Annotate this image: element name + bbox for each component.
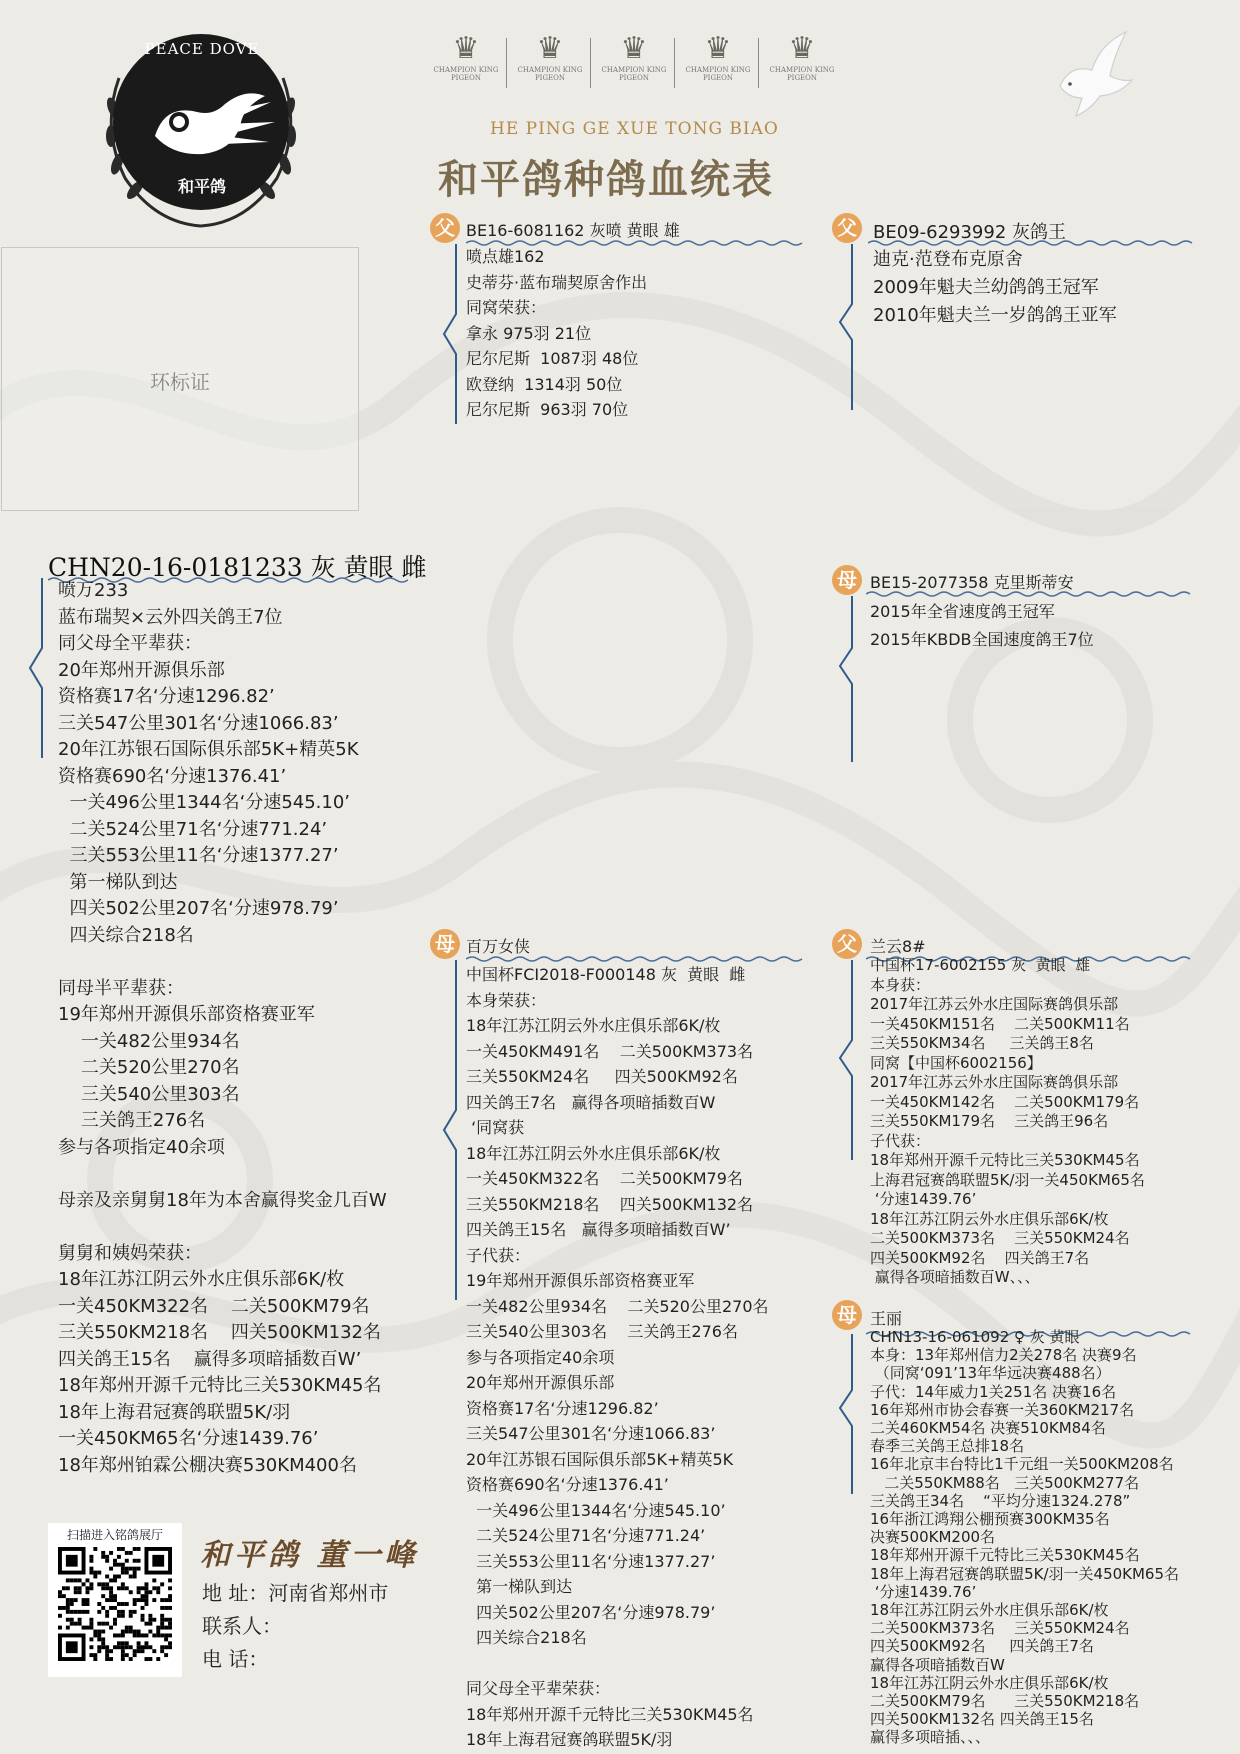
detail-line: 四关502公里207名‘分速978.79’ [58, 898, 339, 919]
phone-row [202, 1643, 388, 1676]
detail-line: 四关500KM92名 四关鸽王7名 [870, 1248, 1090, 1267]
detail-line: 20年郑州开源俱乐部 [466, 1373, 615, 1392]
detail-line: 子代：14年威力1关251名 决赛16名 [870, 1382, 1117, 1401]
wave-underline [866, 590, 1191, 598]
dam-sire-details [870, 956, 1145, 1288]
detail-line: 18年上海君冠赛鸽联盟5K/羽 [466, 1730, 673, 1749]
detail-line: 二关500KM79名 三关550KM218名 [870, 1692, 1140, 1711]
detail-line: 参与各项指定40余项 [58, 1136, 225, 1158]
detail-line: 四关鸽王15名 赢得多项暗插数百W’ [58, 1348, 362, 1370]
bracket-line [440, 960, 462, 1300]
crown-badge: ♛ CHAMPION KING PIGEON [766, 32, 838, 94]
detail-line: 中国杯17-6002155 灰 黄眼 雄 [870, 956, 1091, 974]
detail-line [58, 1161, 387, 1188]
detail-line: 同母半平辈获： [58, 977, 184, 999]
detail-line: 16年北京丰台特比1千元组一关500KM208名 [870, 1455, 1174, 1474]
detail-line: 赢得各项暗插数百W、、、 [870, 1268, 1040, 1286]
detail-line: 尼尔尼斯 1087羽 48位 [466, 349, 639, 368]
dam-dam-badge: 母 [832, 1300, 862, 1330]
detail-line: 2010年魁夫兰一岁鸽鸽王亚军 [873, 305, 1117, 326]
crown-badge: ♛ CHAMPION KING PIGEON [430, 32, 502, 94]
detail-line: 一关450KM322名 二关500KM79名 [466, 1169, 743, 1188]
detail-line: 18年江苏江阴云外水庄俱乐部6K/枚 [870, 1673, 1109, 1692]
detail-line: 春季三关鸽王总排18名 [870, 1437, 1025, 1456]
sire-sire-badge: 父 [832, 213, 862, 243]
address-label: 地 址： [202, 1581, 269, 1605]
detail-line: 资格赛690名‘分速1376.41’ [466, 1475, 669, 1494]
crown-icon: ♛ [788, 31, 816, 66]
detail-line: 2009年魁夫兰幼鸽鸽王冠军 [873, 277, 1099, 298]
detail-line: 三关鸽王276名 [58, 1110, 206, 1131]
phone-label: 电 话： [202, 1647, 269, 1671]
sire-dam-ring-number: BE15-2077358 克里斯蒂安 [870, 573, 1074, 592]
detail-line: 16年郑州市协会春赛一关360KM217名 [870, 1400, 1135, 1419]
detail-line: 尼尔尼斯 963羽 70位 [466, 400, 629, 419]
logo-top-text: PEACE DOVE [144, 40, 260, 58]
detail-line: ‘分速1439.76’ [870, 1582, 977, 1601]
detail-line: 2017年江苏云外水庄国际赛鸽俱乐部 [870, 1073, 1119, 1091]
detail-line: 18年江苏江阴云外水庄俱乐部6K/枚 [870, 1601, 1109, 1620]
detail-line: 一关450KM491名 二关500KM373名 [466, 1041, 754, 1061]
detail-line: 18年郑州开源千元特比三关530KM45名 [870, 1151, 1140, 1169]
detail-line: 20年郑州开源俱乐部 [58, 659, 225, 681]
detail-line: 史蒂芬·蓝布瑞契原舍作出 [466, 272, 648, 292]
detail-line: 一关450KM65名‘分速1439.76’ [58, 1428, 319, 1449]
divider [506, 38, 507, 88]
detail-line: 18年上海君冠赛鸽联盟5K/羽一关450KM65名 [870, 1564, 1180, 1583]
divider [758, 38, 759, 88]
detail-line: ‘分速1439.76’ [870, 1190, 977, 1208]
detail-line: 母亲及亲舅舅18年为本舍赢得奖金几百W [58, 1189, 387, 1211]
detail-line: 三关547公里301名‘分速1066.83’ [58, 712, 339, 734]
detail-line: 赢得多项暗插、、、 [870, 1728, 991, 1747]
detail-line: 四关502公里207名‘分速978.79’ [466, 1602, 716, 1622]
detail-line: 拿永 975羽 21位 [466, 323, 592, 343]
sire-sire-ring-number: BE09-6293992 灰鸽王 [873, 222, 1067, 243]
detail-line: 2017年江苏云外水庄国际赛鸽俱乐部 [870, 995, 1119, 1013]
detail-line: 本身获： [870, 975, 931, 994]
crown-badge: ♛ CHAMPION KING PIGEON [598, 32, 670, 94]
dam-dam-name: 王丽 [870, 1309, 903, 1328]
detail-line: 一关450KM142名 二关500KM179名 [870, 1092, 1140, 1111]
signature: 和平鸽 董一峰 [200, 1538, 419, 1573]
detail-line: CHN13-16-061092 ♀ 灰 黄眼 [870, 1328, 1080, 1346]
detail-line: 18年郑州铂霖公棚决赛530KM400名 [58, 1454, 357, 1476]
qr-code-card[interactable] [48, 1523, 182, 1677]
dam-details [466, 962, 769, 1753]
detail-line: 三关鸽王34名 “平均分速1324.278” [870, 1491, 1131, 1510]
bracket-line [836, 1334, 858, 1494]
detail-line: 二关500KM373名 三关550KM24名 [870, 1619, 1130, 1638]
detail-line: 一关450KM151名 二关500KM11名 [870, 1014, 1130, 1033]
detail-line: 三关550KM218名 四关500KM132名 [58, 1322, 381, 1343]
detail-line: 三关553公里11名‘分速1377.27’ [58, 845, 339, 866]
detail-line: 本身：13年郑州信力2关278名 决赛9名 [870, 1346, 1137, 1365]
detail-line [466, 1651, 769, 1677]
detail-line: 一关450KM322名 二关500KM79名 [58, 1295, 370, 1317]
detail-line: 参与各项指定40余项 [466, 1347, 615, 1367]
dam-sire-name: 兰云8# [870, 937, 926, 956]
divider [590, 38, 591, 88]
detail-line: 三关550KM24名 四关500KM92名 [466, 1067, 738, 1086]
detail-line: 19年郑州开源俱乐部资格赛亚军 [58, 1004, 315, 1025]
detail-line: 舅舅和姨妈荣获： [58, 1242, 202, 1264]
detail-line: 二关500KM373名 三关550KM24名 [870, 1229, 1130, 1247]
dam-dam-details [870, 1328, 1179, 1747]
detail-line: 欧登纳 1314羽 50位 [466, 374, 623, 394]
detail-line: 四关500KM92名 四关鸽王7名 [870, 1637, 1094, 1656]
detail-line: 喷万233 [58, 580, 129, 601]
detail-line: （同窝‘091’13年华远决赛488名） [870, 1364, 1111, 1383]
dam-sire-badge: 父 [832, 929, 862, 959]
detail-line: 四关综合218名 [58, 924, 194, 946]
detail-line: 二关460KM54名 决赛510KM84名 [870, 1419, 1106, 1438]
bracket-line [836, 960, 858, 1160]
detail-line: 第一梯队到达 [466, 1577, 573, 1596]
detail-line: 18年江苏江阴云外水庄俱乐部6K/枚 [466, 1016, 721, 1035]
crown-row [430, 32, 840, 94]
divider [674, 38, 675, 88]
dove-image [1040, 24, 1140, 124]
logo-bottom-text: 和平鸽 [177, 177, 226, 196]
sire-ring-number: BE16-6081162 灰喷 黄眼 雄 [466, 221, 680, 240]
detail-line: 二关520公里270名 [58, 1057, 240, 1078]
detail-line: 本身荣获： [466, 990, 547, 1010]
detail-line: 一关496公里1344名‘分速545.10’ [466, 1500, 726, 1520]
detail-line: 同父母全平辈获： [58, 633, 202, 654]
detail-line: 三关550KM34名 三关鸽王8名 [870, 1034, 1094, 1052]
crown-icon: ♛ [704, 31, 732, 66]
detail-line: 决赛500KM200名 [870, 1528, 996, 1547]
title-pinyin: HE PING GE XUE TONG BIAO [490, 119, 779, 139]
detail-line: 资格赛17名‘分速1296.82’ [58, 686, 275, 707]
detail-line: 16年浙江鸿翔公棚预赛300KM35名 [870, 1510, 1110, 1529]
detail-line: 四关500KM132名 四关鸽王15名 [870, 1710, 1094, 1729]
subject-details [58, 578, 387, 1479]
detail-line: 中国杯FCI2018-F000148 灰 黄眼 雌 [466, 965, 746, 984]
detail-line: 上海君冠赛鸽联盟5K/羽一关450KM65名 [870, 1170, 1145, 1189]
bracket-line [440, 244, 462, 424]
qr-caption: 扫描进入铭鸽展厅 [66, 1528, 163, 1542]
contact-person-row [202, 1610, 388, 1643]
detail-line: 同窝【中国杯6002156】 [870, 1053, 1042, 1072]
detail-line: ‘同窝获 [466, 1118, 525, 1137]
sire-dam-details [870, 598, 1094, 654]
detail-line: 18年江苏江阴云外水庄俱乐部6K/枚 [58, 1269, 345, 1290]
detail-line: 三关547公里301名‘分速1066.83’ [466, 1424, 716, 1443]
ring-certificate-box [1, 247, 359, 511]
detail-line: 三关550KM179名 三关鸽王96名 [870, 1112, 1109, 1130]
contact-info [202, 1577, 388, 1676]
detail-line: 资格赛17名‘分速1296.82’ [466, 1398, 659, 1418]
detail-line: 资格赛690名‘分速1376.41’ [58, 765, 287, 787]
detail-line: 三关550KM218名 四关500KM132名 [466, 1194, 754, 1214]
detail-line: 子代获： [466, 1245, 531, 1265]
bracket-line [836, 244, 858, 410]
detail-line [58, 1214, 387, 1241]
detail-line: 四关鸽王15名 赢得多项暗插数百W’ [466, 1220, 731, 1239]
detail-line: 蓝布瑞契×云外四关鸽王7位 [58, 606, 283, 628]
detail-line: 四关鸽王7名 赢得各项暗插数百W [466, 1092, 716, 1112]
detail-line: 子代获： [870, 1131, 931, 1150]
crown-badge: ♛ CHAMPION KING PIGEON [514, 32, 586, 94]
detail-line: 同窝荣获： [466, 298, 547, 317]
detail-line: 二关524公里71名‘分速771.24’ [58, 818, 328, 840]
qr-code-icon[interactable] [58, 1547, 172, 1661]
sire-sire-details [873, 246, 1117, 330]
address-value: 河南省郑州市 [268, 1581, 389, 1605]
detail-line: 三关553公里11名‘分速1377.27’ [466, 1551, 716, 1571]
detail-line: 一关482公里934名 [58, 1030, 240, 1052]
dam-badge: 母 [430, 929, 460, 959]
detail-line: 18年郑州开源千元特比三关530KM45名 [58, 1375, 382, 1396]
detail-line: 喷点雄162 [466, 247, 545, 266]
detail-line: 18年郑州开源千元特比三关530KM45名 [466, 1704, 754, 1724]
detail-line: 三关540公里303名 三关鸽王276名 [466, 1322, 738, 1341]
detail-line: 18年郑州开源千元特比三关530KM45名 [870, 1546, 1140, 1565]
bracket-line [26, 578, 48, 758]
detail-line: 二关550KM88名 三关500KM277名 [870, 1473, 1140, 1492]
page-title: 和平鸽种鸽血统表 [438, 156, 774, 203]
crown-icon: ♛ [536, 31, 564, 66]
detail-line: 18年江苏江阴云外水庄俱乐部6K/枚 [870, 1209, 1109, 1228]
detail-line: 2015年KBDB全国速度鸽王7位 [870, 630, 1094, 649]
subject-ring-number: CHN20-16-0181233 灰 黄眼 雌 [48, 553, 427, 582]
detail-line: 19年郑州开源俱乐部资格赛亚军 [466, 1271, 695, 1290]
crown-icon: ♛ [452, 31, 480, 66]
detail-line: 18年上海君冠赛鸽联盟5K/羽 [58, 1401, 291, 1423]
address-row [202, 1577, 388, 1610]
detail-line: 18年江苏江阴云外水庄俱乐部6K/枚 [466, 1143, 721, 1163]
detail-line: 一关496公里1344名‘分速545.10’ [58, 792, 351, 813]
detail-line: 同父母全平辈荣获： [466, 1679, 611, 1698]
detail-line: 一关482公里934名 二关520公里270名 [466, 1296, 769, 1316]
detail-line: 赢得各项暗插数百W [870, 1655, 1005, 1674]
detail-line: 20年江苏银石国际俱乐部5K+精英5K [466, 1449, 734, 1469]
sire-badge: 父 [430, 213, 460, 243]
detail-line: 2015年全省速度鸽王冠军 [870, 602, 1055, 621]
contact-label: 联系人： [202, 1614, 282, 1638]
ring-certificate-label: 环标证 [150, 370, 210, 394]
detail-line: 四关综合218名 [466, 1628, 587, 1647]
sire-details [466, 244, 647, 423]
detail-line: 第一梯队到达 [58, 871, 178, 893]
bracket-line [836, 596, 858, 762]
detail-line: 20年江苏银石国际俱乐部5K+精英5K [58, 739, 359, 760]
detail-line: 三关540公里303名 [58, 1083, 240, 1105]
crown-badge: ♛ CHAMPION KING PIGEON [682, 32, 754, 94]
sire-dam-badge: 母 [832, 565, 862, 595]
detail-line [58, 949, 387, 976]
detail-line: 迪克·范登布克原舍 [873, 249, 1023, 270]
dam-name: 百万女侠 [466, 937, 531, 956]
crown-icon: ♛ [620, 31, 648, 66]
detail-line: 二关524公里71名‘分速771.24’ [466, 1526, 706, 1545]
